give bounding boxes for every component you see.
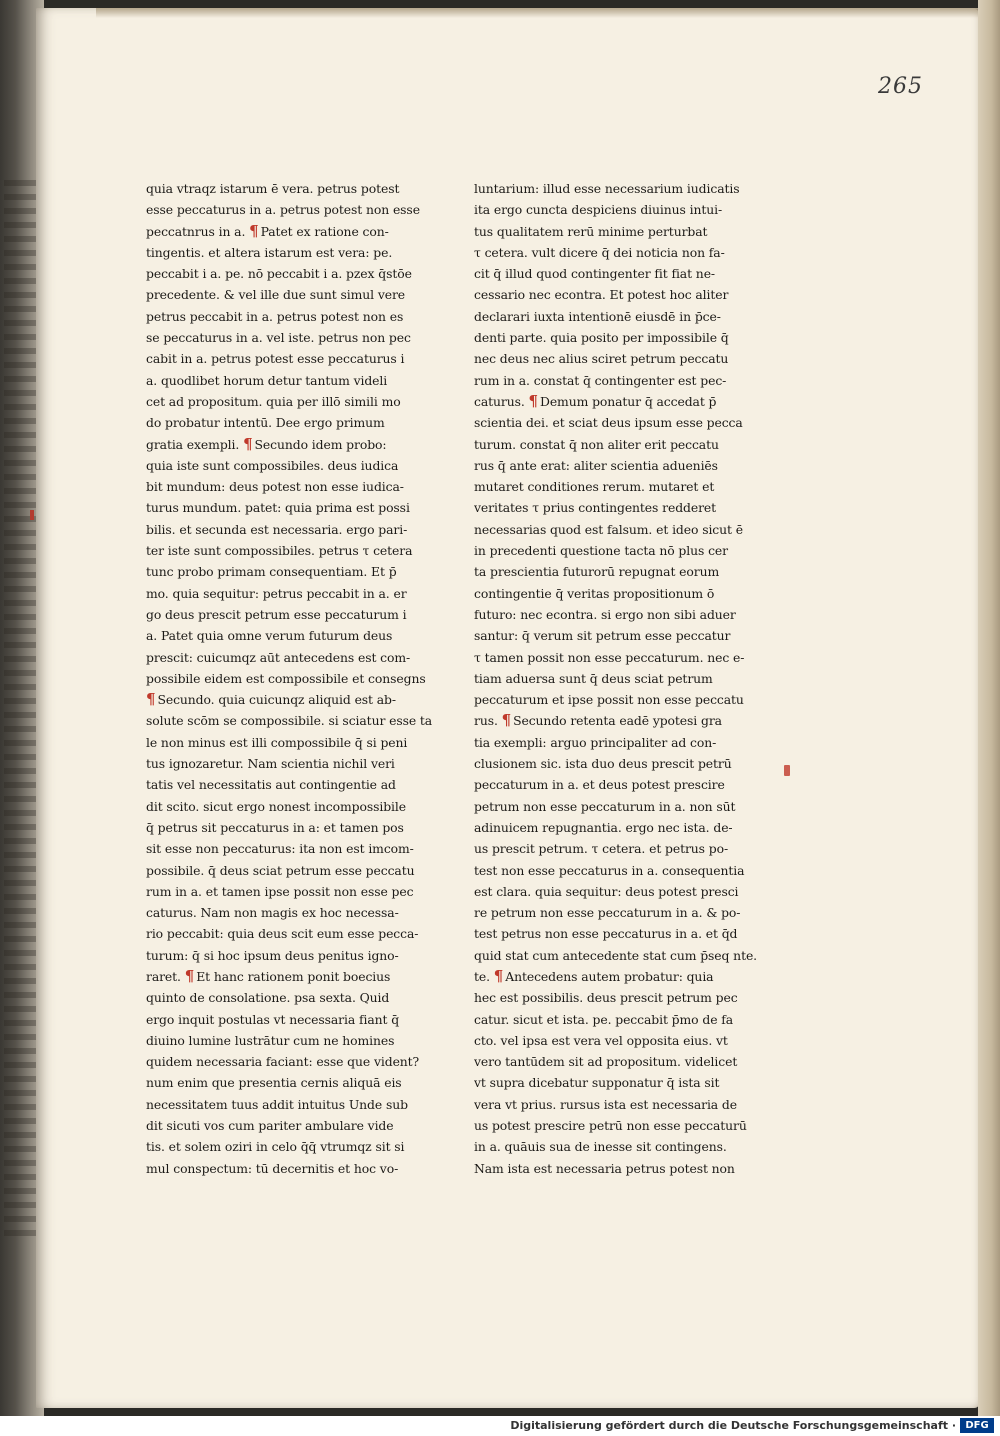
text-line: peccaturum in a. et deus potest prescire bbox=[474, 777, 725, 793]
text-line: quid stat cum antecedente stat cum p̄seq nte. bbox=[474, 947, 758, 963]
text-line: prescit: cuicumqz aūt antecedens est com- bbox=[146, 649, 411, 665]
text-line: rus q̄ ante erat: aliter scientia adueniēs bbox=[474, 457, 718, 473]
text-line: rum in a. constat q̄ contingenter est pec- bbox=[474, 372, 727, 388]
text-line: tus ignozaretur. Nam scientia nichil veri bbox=[146, 756, 395, 772]
text-line: quinto de consolatione. psa sexta. Quid bbox=[146, 990, 390, 1006]
text-line: vera vt prius. rursus ista est necessaria de bbox=[474, 1096, 737, 1112]
text-line: bilis. et secunda est necessaria. ergo pari- bbox=[146, 521, 408, 537]
text-line: est clara. quia sequitur: deus potest presci bbox=[474, 883, 739, 899]
text-line: precedente. & vel ille due sunt simul vere bbox=[146, 287, 406, 303]
text-line: q̄ petrus sit peccaturus in a: et tamen pos bbox=[146, 819, 404, 835]
text-line: quidem necessaria faciant: esse que vident? bbox=[146, 1054, 420, 1070]
text-line: mul conspectum: tū decernitis et hoc vo- bbox=[146, 1160, 399, 1176]
page bbox=[36, 8, 980, 1408]
text-line: ita ergo cuncta despiciens diuinus intui- bbox=[474, 202, 723, 218]
rubric-pilcrow-icon: ¶ bbox=[493, 966, 504, 985]
text-line: test petrus non esse peccaturus in a. et q̄d bbox=[474, 926, 738, 942]
text-line: futuro: nec econtra. si ergo non sibi aduer bbox=[474, 606, 736, 622]
text-line: cet ad propositum. quia per illō simili mo bbox=[146, 393, 401, 409]
text-line: go deus prescit petrum esse peccaturum i bbox=[146, 606, 407, 622]
text-column-left bbox=[146, 178, 446, 1179]
text-line: le non minus est illi compossibile q̄ si peni bbox=[146, 734, 408, 750]
text-line: caturus. ¶ Demum ponatur q̄ accedat p̄ bbox=[474, 391, 717, 410]
text-line: santur: q̄ verum sit petrum esse peccatur bbox=[474, 628, 731, 644]
text-line: peccabit i a. pe. nō peccabit i a. pzex q̄stōe bbox=[146, 266, 412, 282]
text-line: in a. quāuis sua de inesse sit contingens. bbox=[474, 1139, 727, 1155]
rubric-pilcrow-icon: ¶ bbox=[146, 690, 156, 709]
text-line: ter iste sunt compossibiles. petrus τ cetera bbox=[146, 543, 413, 559]
text-line: tiam aduersa sunt q̄ deus sciat petrum bbox=[474, 670, 713, 686]
text-line: gratia exempli. ¶ Secundo idem probo: bbox=[146, 434, 387, 453]
text-line: necessitatem tuus addit intuitus Unde sub bbox=[146, 1096, 408, 1112]
text-line: tis. et solem oziri in celo q̄q̄ vtrumqz sit si bbox=[146, 1139, 405, 1155]
text-line: num enim que presentia cernis aliquā eis bbox=[146, 1075, 402, 1091]
text-line: ¶ Secundo. quia cuicunqz aliquid est ab- bbox=[146, 690, 396, 709]
text-line: solute scōm se compossibile. si sciatur esse ta bbox=[146, 713, 433, 729]
text-line: necessarias quod est falsum. et ideo sicut ē bbox=[474, 521, 743, 537]
text-line: petrum non esse peccaturum in a. non sūt bbox=[474, 798, 736, 814]
rubric-pilcrow-icon: ¶ bbox=[528, 391, 538, 410]
facing-rubric-mark bbox=[30, 510, 34, 520]
text-line: denti parte. quia posito per impossibile q̄ bbox=[474, 330, 729, 346]
text-line: re petrum non esse peccaturum in a. & po- bbox=[474, 905, 741, 921]
text-line: turus mundum. patet: quia prima est possi bbox=[146, 500, 410, 516]
text-line: rio peccabit: quia deus scit eum esse pecca- bbox=[146, 926, 419, 942]
text-line: cto. vel ipsa est vera vel opposita eius. vt bbox=[474, 1032, 728, 1048]
text-line: tatis vel necessitatis aut contingentie ad bbox=[146, 777, 396, 793]
text-line: tunc probo primam consequentiam. Et p̄ bbox=[146, 564, 397, 580]
text-line: nec deus nec alius sciret petrum peccatu bbox=[474, 351, 729, 367]
text-line: luntarium: illud esse necessarium iudicatis bbox=[474, 181, 740, 196]
text-line: turum. constat q̄ non aliter erit peccatu bbox=[474, 436, 719, 452]
text-line: us prescit petrum. τ cetera. et petrus po- bbox=[474, 841, 729, 857]
text-line: τ cetera. vult dicere q̄ dei noticia non fa- bbox=[474, 244, 725, 260]
text-line: esse peccaturus in a. petrus potest non esse bbox=[146, 202, 420, 218]
text-line: bit mundum: deus potest non esse iudica- bbox=[146, 479, 404, 495]
text-column-right bbox=[474, 178, 782, 1179]
text-line: dit scito. sicut ergo nonest incompossibile bbox=[146, 798, 406, 814]
dfg-logo: DFG bbox=[960, 1418, 994, 1433]
text-line: rus. ¶ Secundo retenta eadē ypotesi gra bbox=[474, 711, 722, 730]
rubric-pilcrow-icon: ¶ bbox=[243, 434, 253, 453]
text-line: declarari iuxta intentionē eiusdē in p̄ce- bbox=[474, 308, 721, 324]
text-line: cessario nec econtra. Et potest hoc aliter bbox=[474, 287, 729, 303]
text-line: adinuicem repugnantia. ergo nec ista. de- bbox=[474, 819, 733, 835]
text-line: scientia dei. et sciat deus ipsum esse pecca bbox=[474, 415, 743, 431]
footer-bar bbox=[0, 1416, 1000, 1436]
text-line: hec est possibilis. deus prescit petrum pec bbox=[474, 990, 738, 1006]
text-line: vt supra dicebatur supponatur q̄ ista sit bbox=[474, 1075, 720, 1091]
text-line: tingentis. et altera istarum est vera: pe. bbox=[146, 244, 393, 260]
text-line: rum in a. et tamen ipse possit non esse pec bbox=[146, 883, 414, 899]
text-line: contingentie q̄ veritas propositionum ō bbox=[474, 585, 715, 601]
text-line: raret. ¶ Et hanc rationem ponit boecius bbox=[146, 966, 391, 985]
text-line: do probatur intentū. Dee ergo primum bbox=[146, 415, 385, 431]
text-line: cit q̄ illud quod contingenter fit fiat ne- bbox=[474, 266, 716, 282]
text-line: caturus. Nam non magis ex hoc necessa- bbox=[146, 905, 399, 921]
text-line: quia iste sunt compossibiles. deus iudica bbox=[146, 457, 399, 473]
text-line: catur. sicut et ista. pe. peccabit p̄mo de fa bbox=[474, 1011, 734, 1027]
text-line: sit esse non peccaturus: ita non est imcom- bbox=[146, 841, 414, 857]
text-line: peccatnrus in a. ¶ Patet ex ratione con- bbox=[146, 221, 389, 240]
facing-page-text bbox=[4, 180, 38, 1240]
text-line: dit sicuti vos cum pariter ambulare vide bbox=[146, 1118, 394, 1134]
text-line: possibile eidem est compossibile et consegns bbox=[146, 670, 426, 686]
rubric-pilcrow-icon: ¶ bbox=[184, 966, 195, 985]
text-line: diuino lumine lustrātur cum ne homines bbox=[146, 1032, 395, 1048]
page-top-edge bbox=[96, 8, 996, 18]
text-line: cabit in a. petrus potest esse peccaturus i bbox=[146, 351, 405, 367]
text-line: a. Patet quia omne verum futurum deus bbox=[146, 628, 393, 644]
rubric-mark bbox=[784, 765, 790, 776]
text-line: in precedenti questione tacta nō plus cer bbox=[474, 543, 728, 559]
text-line: a. quodlibet horum detur tantum videli bbox=[146, 372, 388, 388]
text-line: Nam ista est necessaria petrus potest non bbox=[474, 1160, 735, 1176]
text-line: petrus peccabit in a. petrus potest non es bbox=[146, 308, 404, 324]
text-line: turum: q̄ si hoc ipsum deus penitus igno- bbox=[146, 947, 399, 963]
text-line: possibile. q̄ deus sciat petrum esse peccatu bbox=[146, 862, 415, 878]
text-line: se peccaturus in a. vel iste. petrus non pec bbox=[146, 330, 411, 346]
text-line: mutaret conditiones rerum. mutaret et bbox=[474, 479, 715, 495]
text-line: τ tamen possit non esse peccaturum. nec e- bbox=[474, 649, 745, 665]
text-line: quia vtraqz istarum ē vera. petrus potest bbox=[146, 181, 400, 196]
text-line: tia exempli: arguo principaliter ad con- bbox=[474, 734, 717, 750]
text-line: test non esse peccaturus in a. consequentia bbox=[474, 862, 745, 878]
rubric-pilcrow-icon: ¶ bbox=[501, 711, 512, 730]
text-line: vero tantūdem sit ad propositum. videlicet bbox=[474, 1054, 738, 1070]
text-line: peccaturum et ipse possit non esse peccatu bbox=[474, 692, 744, 708]
footer-credit: Digitalisierung gefördert durch die Deutsche Forschungsgemeinschaft · bbox=[510, 1419, 956, 1432]
text-line: ergo inquit postulas vt necessaria fiant q̄ bbox=[146, 1011, 400, 1027]
text-line: mo. quia sequitur: petrus peccabit in a. er bbox=[146, 585, 407, 601]
text-line: clusionem sic. ista duo deus prescit petrū bbox=[474, 756, 732, 772]
text-line: veritates τ prius contingentes redderet bbox=[474, 500, 717, 516]
folio-number: 265 bbox=[878, 74, 923, 99]
text-line: te. ¶ Antecedens autem probatur: quia bbox=[474, 966, 714, 985]
text-line: us potest prescire petrū non esse peccaturū bbox=[474, 1118, 747, 1134]
page-fore-edge bbox=[978, 0, 1000, 1416]
rubric-pilcrow-icon: ¶ bbox=[249, 221, 259, 240]
text-line: ta prescientia futurorū repugnat eorum bbox=[474, 564, 720, 580]
text-line: tus qualitatem rerū minime perturbat bbox=[474, 223, 708, 239]
